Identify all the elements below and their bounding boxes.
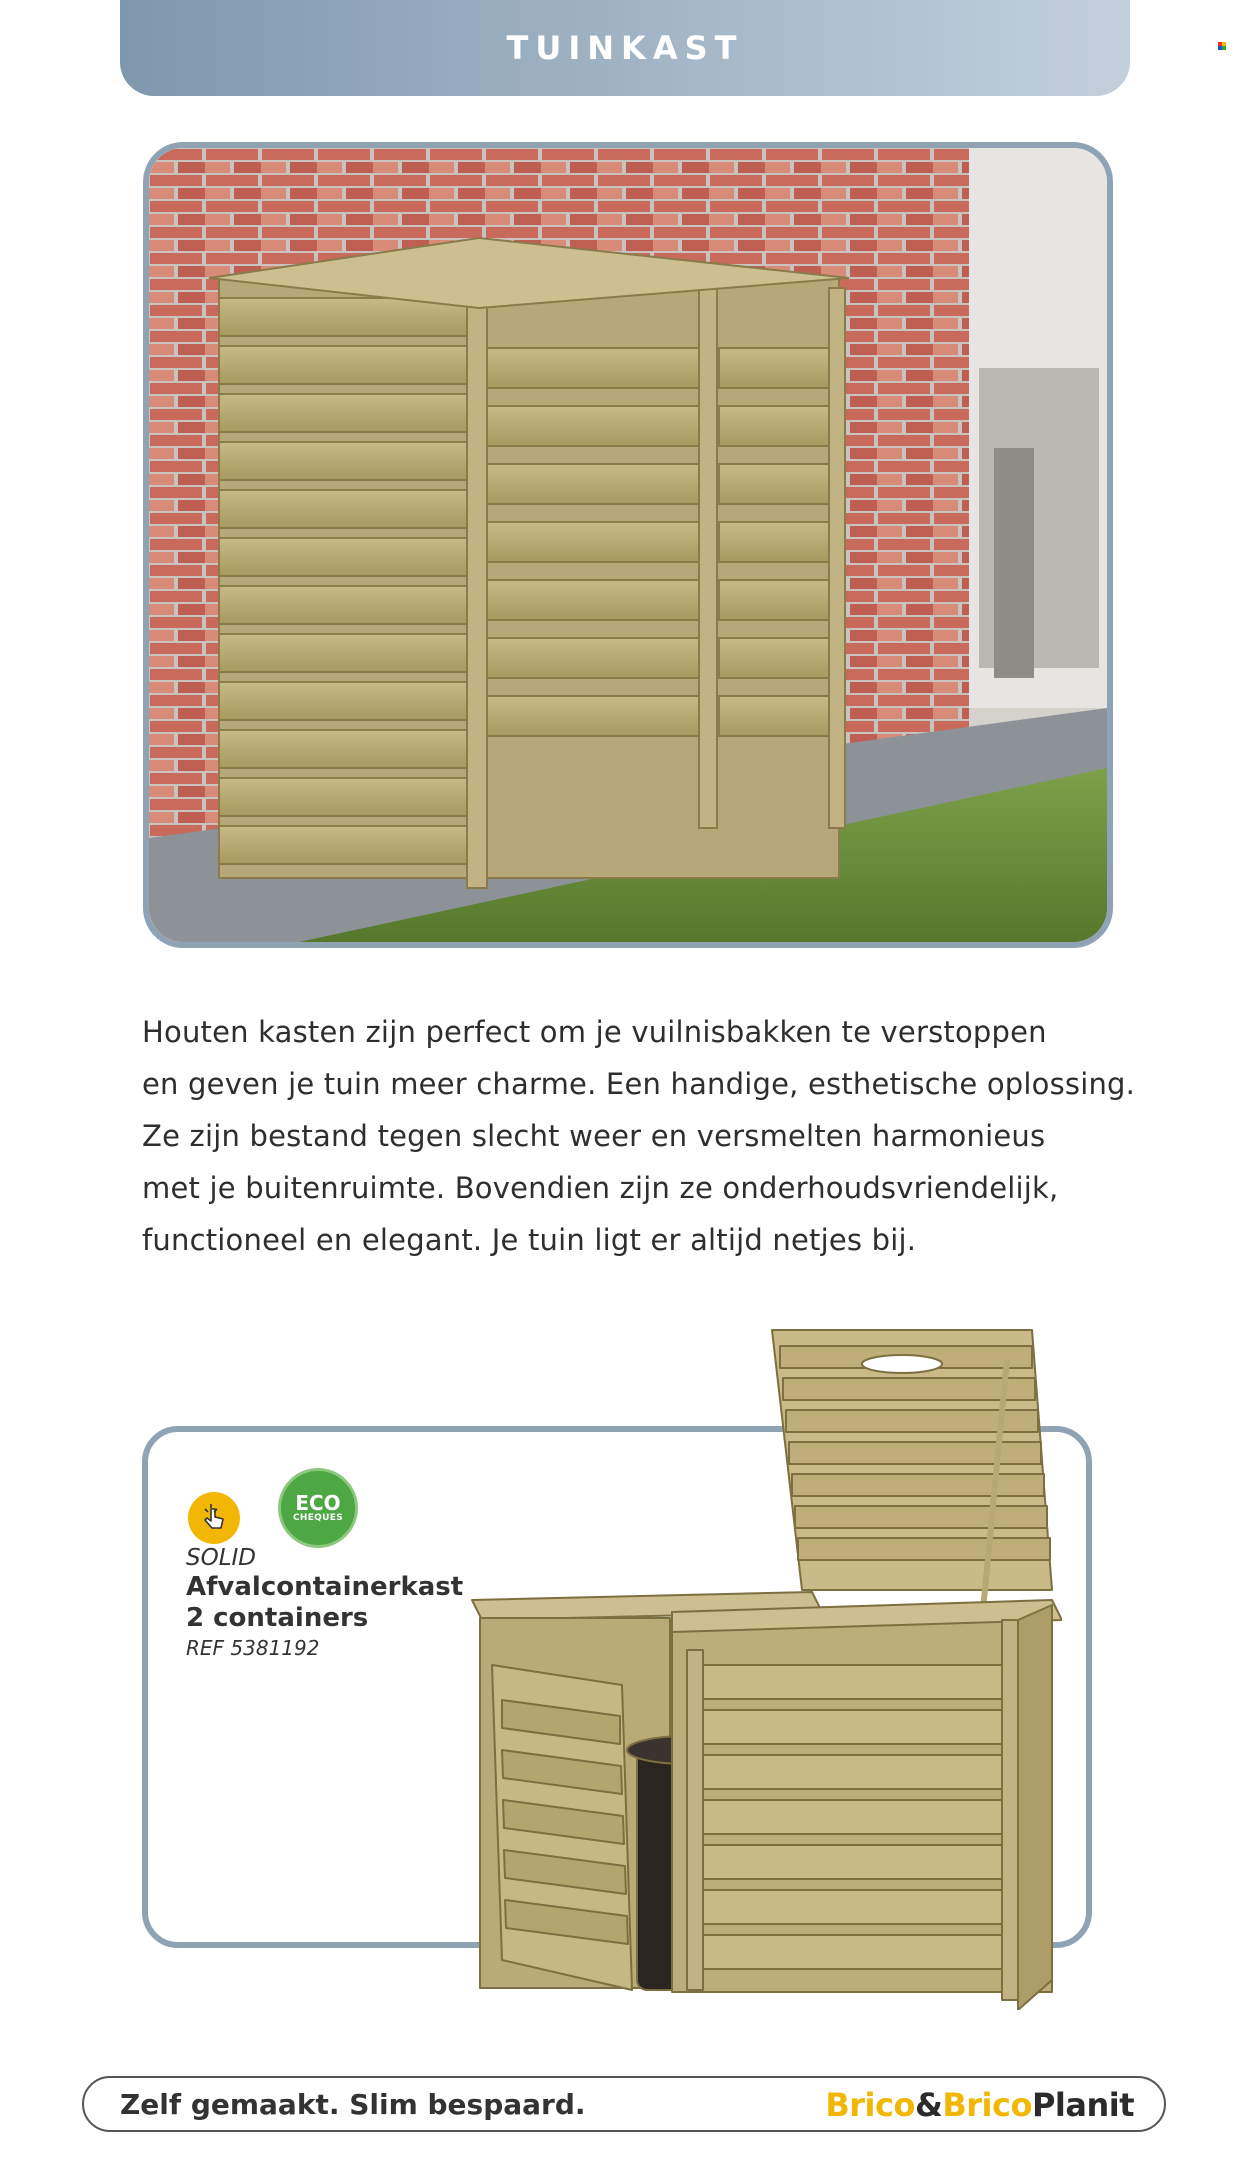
cheques-label: CHEQUES — [293, 1513, 343, 1523]
product-name-line1: Afvalcontainerkast — [186, 1572, 464, 1602]
product-image — [462, 1320, 1062, 2010]
intro-text — [142, 1006, 1136, 1266]
intro-line: Ze zijn bestand tegen slecht weer en versmelten harmonieus — [142, 1119, 1046, 1153]
product-ref: REF 5381192 — [186, 1636, 320, 1660]
intro-line: en geven je tuin meer charme. Een handige, esthetische oplossing. — [142, 1067, 1136, 1101]
product-brand: SOLID — [186, 1545, 257, 1571]
hero-photo — [143, 142, 1113, 948]
eco-cheques-icon — [278, 1468, 358, 1548]
product-name-line2: 2 containers — [186, 1603, 369, 1633]
page-header — [120, 0, 1130, 96]
garden-cabinet-photo — [149, 148, 1107, 942]
footer-slogan: Zelf gemaakt. Slim bespaard. — [120, 2088, 586, 2121]
intro-line: Houten kasten zijn perfect om je vuilnisbakken te verstoppen — [142, 1015, 1047, 1049]
brico-planit-logo: Brico&BricoPlanit — [825, 2086, 1134, 2124]
footer-bar — [82, 2076, 1166, 2132]
print-mark — [1218, 42, 1226, 50]
intro-line: functioneel en elegant. Je tuin ligt er altijd netjes bij. — [142, 1223, 917, 1257]
page-title: TUINKAST — [506, 29, 744, 67]
eco-label: ECO — [295, 1491, 341, 1515]
intro-line: met je buitenruimte. Bovendien zijn ze onderhoudsvriendelijk, — [142, 1171, 1059, 1205]
product-info — [186, 1544, 486, 1662]
hand-pointer-icon — [188, 1492, 240, 1544]
